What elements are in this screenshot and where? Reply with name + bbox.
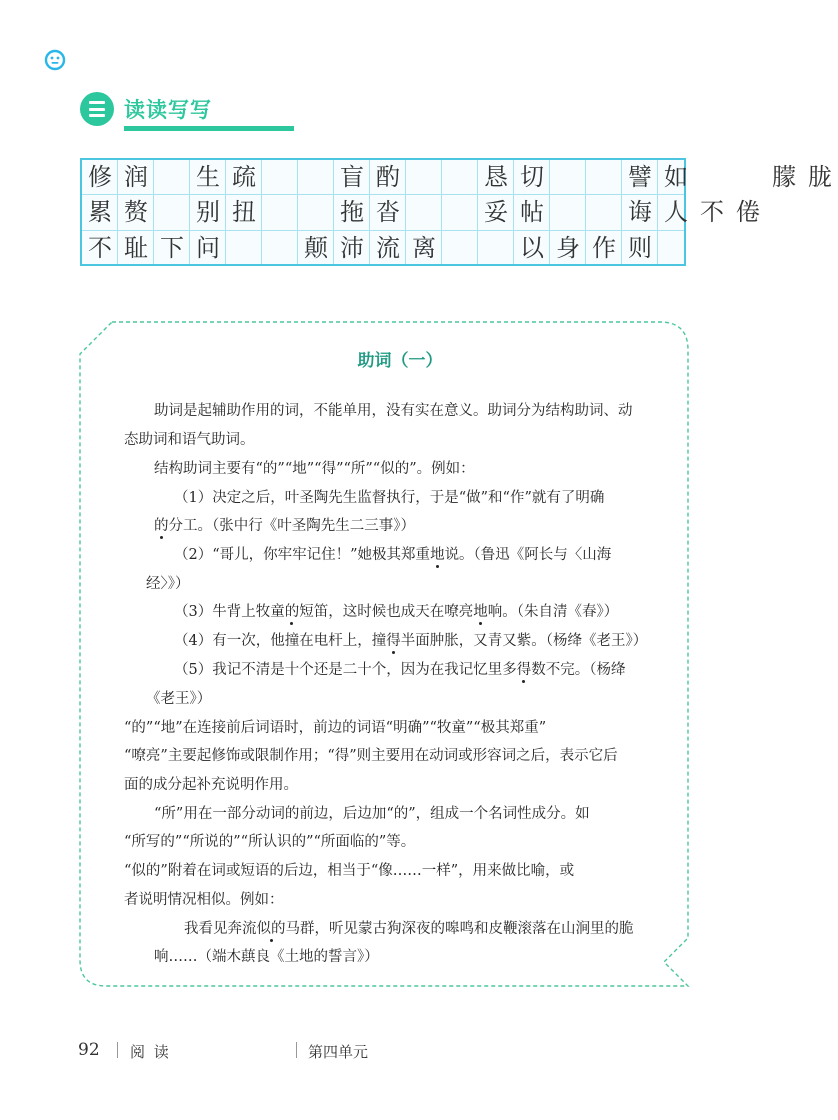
grid-char: 帖	[520, 198, 544, 226]
grid-char: 朦	[772, 163, 796, 191]
grid-char: 生	[196, 163, 220, 191]
grid-char: 作	[592, 234, 616, 262]
text-line	[154, 804, 590, 824]
emphasized-word: 的	[284, 604, 300, 620]
text-segment: 态助词和语气助词。	[124, 432, 255, 448]
text-segment: 响……（端木蕻良《土地的誓言》）	[154, 949, 379, 965]
text-segment: 数不完。（杨绛	[531, 662, 626, 678]
text-segment: “似的”附着在词或短语的后边，相当于“像……一样”，用来做比喻，或	[124, 863, 575, 879]
text-line	[124, 718, 546, 738]
grid-char: 别	[196, 198, 220, 226]
text-segment: （1）决定之后，叶圣陶先生监督执行，于是“做”和“作”就有了明确	[174, 490, 605, 506]
text-line	[174, 660, 625, 680]
text-segment: 短笛，这时候也成天在嘹亮	[299, 604, 474, 620]
grid-char: 则	[628, 234, 652, 262]
grid-char: 沛	[340, 234, 364, 262]
grid-char: 妥	[484, 198, 508, 226]
text-line	[124, 890, 284, 910]
text-line	[154, 401, 633, 421]
text-segment: 马群，听见蒙古狗深夜的嗥鸣和皮鞭滚落在山涧里的脆	[285, 921, 634, 937]
grid-char: 离	[412, 234, 436, 262]
text-segment: “所写的”“所说的”“所认识的”“所面临的”等。	[124, 834, 416, 850]
text-line	[184, 919, 634, 939]
text-segment: 说。（鲁迅《阿长与〈山海	[444, 547, 612, 563]
grid-char: 拖	[340, 198, 364, 226]
grid-char: 人	[664, 198, 688, 226]
box-title: 助词（一）	[357, 351, 443, 371]
grid-char: 胧	[808, 163, 832, 191]
text-line	[154, 947, 379, 967]
grid-char: 下	[160, 234, 184, 262]
text-segment: “的”“地”在连接前后词语时，前边的词语“明确”“牧童”“极其郑重”	[124, 720, 547, 736]
text-segment: （2）“哥儿，你牢牢记住！”她极其郑重	[174, 547, 431, 563]
text-segment: 响。（朱自清《春》）	[487, 604, 619, 620]
footer-section: 阅 读	[130, 1043, 171, 1061]
grid-char: 切	[520, 163, 544, 191]
grid-char: 不	[88, 234, 112, 262]
grid-char: 问	[196, 234, 220, 262]
emphasized-word: 得	[516, 662, 532, 678]
grid-char: 譬	[628, 163, 652, 191]
emphasized-word: 似的	[256, 921, 286, 937]
text-segment: 者说明情况相似。例如：	[124, 892, 284, 908]
grid-char: 赘	[124, 198, 148, 226]
emphasized-word: 得	[386, 633, 401, 649]
grid-char: 流	[376, 234, 400, 262]
text-segment: （5）我记不清是十个还是二十个，因为在我记忆里多	[174, 662, 517, 678]
text-segment: （3）牛背上牧童	[174, 604, 285, 620]
text-segment: 半面肿胀，又青又紫。（杨绛《老王》）	[400, 633, 648, 649]
emphasized-word: 的	[154, 518, 169, 534]
grid-char: 不	[700, 198, 724, 226]
text-line	[124, 775, 298, 795]
emphasized-word: 地	[473, 604, 488, 620]
grid-char: 如	[664, 163, 688, 191]
footer-divider	[117, 1042, 118, 1058]
text-line	[154, 459, 475, 479]
text-segment: 面的成分起补充说明作用。	[124, 777, 298, 793]
grid-char: 倦	[736, 198, 760, 226]
grid-char: 身	[556, 234, 580, 262]
text-segment: “嘹亮”主要起修饰或限制作用；“得”则主要用在动词或形容词之后，表示它后	[124, 748, 618, 764]
grid-char: 耻	[124, 234, 148, 262]
grid-char: 诲	[628, 198, 652, 226]
text-line	[174, 488, 604, 508]
grid-char: 以	[520, 234, 544, 262]
text-segment: 分工。（张中行《叶圣陶先生二三事》）	[168, 518, 415, 534]
text-segment: 助词是起辅助作用的词，不能单用，没有实在意义。助词分为结构助词、动	[154, 403, 633, 419]
text-line	[146, 689, 211, 709]
grid-char: 扭	[232, 198, 256, 226]
footer-divider	[296, 1042, 297, 1058]
text-line	[174, 602, 618, 622]
text-line	[124, 430, 255, 450]
page-number: 92	[78, 1040, 100, 1060]
text-segment: 经〉》）	[146, 576, 190, 592]
text-segment: （4）有一次，他撞在电杆上，撞	[174, 633, 387, 649]
text-line	[154, 516, 415, 536]
text-line	[124, 832, 415, 852]
grid-char: 酌	[376, 163, 400, 191]
section-title: 读读写写	[124, 98, 212, 122]
grid-char: 修	[88, 163, 112, 191]
text-line	[174, 631, 647, 651]
text-line	[124, 861, 574, 881]
grid-char: 累	[88, 198, 112, 226]
text-line	[124, 746, 618, 766]
text-line	[146, 574, 190, 594]
grid-char: 沓	[376, 198, 400, 226]
footer-unit: 第四单元	[308, 1043, 369, 1061]
grid-char: 恳	[484, 163, 508, 191]
grid-char: 润	[124, 163, 148, 191]
grid-char: 盲	[340, 163, 364, 191]
emphasized-word: 地	[430, 547, 445, 563]
grid-char: 疏	[232, 163, 256, 191]
text-segment: 结构助词主要有“的”“地”“得”“所”“似的”。例如：	[154, 461, 475, 477]
text-line	[174, 545, 611, 565]
grid-char: 颠	[304, 234, 328, 262]
text-segment: 《老王》）	[146, 691, 212, 707]
text-segment: “所”用在一部分动词的前边，后边加“的”，组成一个名词性成分。如	[154, 806, 590, 822]
text-segment: 我看见奔流	[184, 921, 257, 937]
